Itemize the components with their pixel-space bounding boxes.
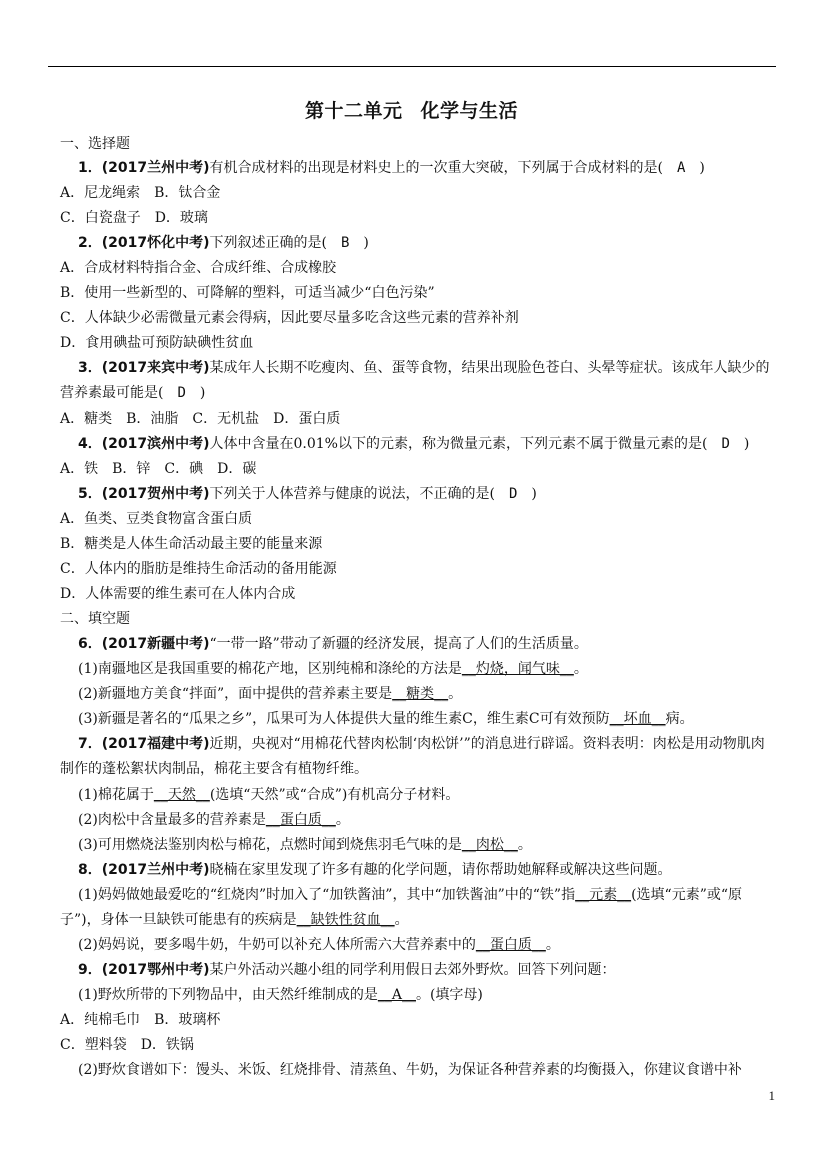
option-line: A．合成材料特指合金、合成纤维、合成橡胶 (60, 260, 337, 276)
sub-question: (3)新疆是著名的“瓜果之乡”，瓜果可为人体提供大量的维生素C，维生素C可有效预防__坏血__病。 (78, 711, 694, 727)
answer: __A__ (377, 987, 416, 1003)
sub-question: (1)野炊所带的下列物品中，由天然纤维制成的是__A__。(填字母) (78, 987, 483, 1003)
page-number: 1 (768, 1088, 775, 1103)
question-8: 8．(2017兰州中考)晓楠在家里发现了许多有趣的化学问题，请你帮助她解释或解决这些问题。 (78, 862, 672, 878)
answer: D (721, 436, 730, 452)
option-line: D．食用碘盐可预防缺碘性贫血 (60, 335, 254, 351)
option-line: A．纯棉毛巾 B．玻璃杯 (60, 1012, 221, 1028)
option-line: C．人体缺少必需微量元素会得病，因此要尽量多吃含这些元素的营养补剂 (60, 310, 519, 326)
option-line: B．糖类是人体生命活动最主要的能量来源 (60, 536, 323, 552)
sub-question: (2)妈妈说，要多喝牛奶，牛奶可以补充人体所需六大营养素中的__蛋白质__。 (78, 937, 560, 953)
sub-question: (2)新疆地方美食“拌面”，面中提供的营养素主要是__糖类__。 (78, 686, 463, 702)
header-rule (48, 66, 776, 67)
sub-question: (1)妈妈做她最爱吃的“红烧肉”时加入了“加铁酱油”，其中“加铁酱油”中的“铁”指__元素__(选填“元素”或“原子”)，身体一旦缺铁可能患有的疾病是__缺铁性贫血__。 (60, 887, 743, 928)
question-3: 3．(2017来宾中考)某成年人长期不吃瘦肉、鱼、蛋等食物，结果出现脸色苍白、头晕等症状。该成年人缺少的营养素最可能是( D ) (60, 360, 770, 401)
question-4: 4．(2017滨州中考)人体中含量在0.01%以下的元素，称为微量元素，下列元素不属于微量元素的是( D ) (78, 436, 750, 452)
answer: __坏血__ (609, 711, 666, 727)
answer: A (676, 160, 686, 176)
question-7: 7．(2017福建中考)近期，央视对“用棉花代替肉松制‘肉松饼’”的消息进行辟谣。资料表明：肉松是用动物肌肉制作的蓬松絮状肉制品，棉花主要含有植物纤维。 (60, 736, 765, 777)
option-line: A．鱼类、豆类食物富含蛋白质 (60, 511, 253, 527)
option-line: A．尼龙绳索 B．钛合金 (60, 185, 221, 201)
section-heading-choice: 一、选择题 (60, 136, 130, 152)
answer: __蛋白质__ (475, 937, 546, 953)
answer: B (340, 235, 350, 251)
question-5: 5．(2017贺州中考)下列关于人体营养与健康的说法，不正确的是( D ) (78, 486, 537, 502)
answer: __缺铁性贫血__ (296, 912, 395, 928)
answer: __肉松__ (461, 837, 518, 853)
option-line: C．白瓷盘子 D．玻璃 (60, 210, 208, 226)
title-unit: 第十二单元 (304, 100, 403, 122)
question-1: 1．(2017兰州中考)有机合成材料的出现是材料史上的一次重大突破，下列属于合成材料的是( A ) (78, 160, 705, 176)
question-2: 2．(2017怀化中考)下列叙述正确的是( B ) (78, 235, 369, 251)
answer: __天然__ (153, 787, 210, 803)
sub-question: (1)棉花属于__天然__(选填“天然”或“合成”)有机高分子材料。 (78, 787, 460, 803)
answer: D (508, 486, 518, 502)
option-line: B．使用一些新型的、可降解的塑料，可适当减少“白色污染” (60, 285, 435, 301)
question-9: 9．(2017鄂州中考)某户外活动兴趣小组的同学利用假日去郊外野炊。回答下列问题： (78, 962, 616, 978)
title-topic: 化学与生活 (420, 100, 519, 122)
answer: __元素__ (575, 887, 632, 903)
page-title (0, 96, 823, 123)
answer: __糖类__ (392, 686, 449, 702)
option-line: A．糖类 B．油脂 C．无机盐 D．蛋白质 (60, 411, 341, 427)
option-line: C．人体内的脂肪是维持生命活动的备用能源 (60, 561, 337, 577)
answer: D (177, 385, 186, 401)
sub-question: (2)肉松中含量最多的营养素是__蛋白质__。 (78, 812, 350, 828)
option-line: C．塑料袋 D．铁锅 (60, 1037, 194, 1053)
sub-question: (3)可用燃烧法鉴别肉松与棉花，点燃时闻到烧焦羽毛气味的是__肉松__。 (78, 837, 532, 853)
question-6: 6．(2017新疆中考)“一带一路”带动了新疆的经济发展，提高了人们的生活质量。 (78, 636, 588, 652)
option-line: D．人体需要的维生素可在人体内合成 (60, 586, 296, 602)
option-line: A．铁 B．锌 C．碘 D．碳 (60, 461, 257, 477)
sub-question: (1)南疆地区是我国重要的棉花产地，区别纯棉和涤纶的方法是__灼烧，闻气味__。 (78, 661, 588, 677)
sub-question: (2)野炊食谱如下：馒头、米饭、红烧排骨、清蒸鱼、牛奶，为保证各种营养素的均衡摄入，你建议食谱中补 (78, 1062, 742, 1078)
answer: __灼烧，闻气味__ (461, 661, 574, 677)
answer: __蛋白质__ (265, 812, 336, 828)
section-heading-fill: 二、填空题 (60, 611, 130, 627)
